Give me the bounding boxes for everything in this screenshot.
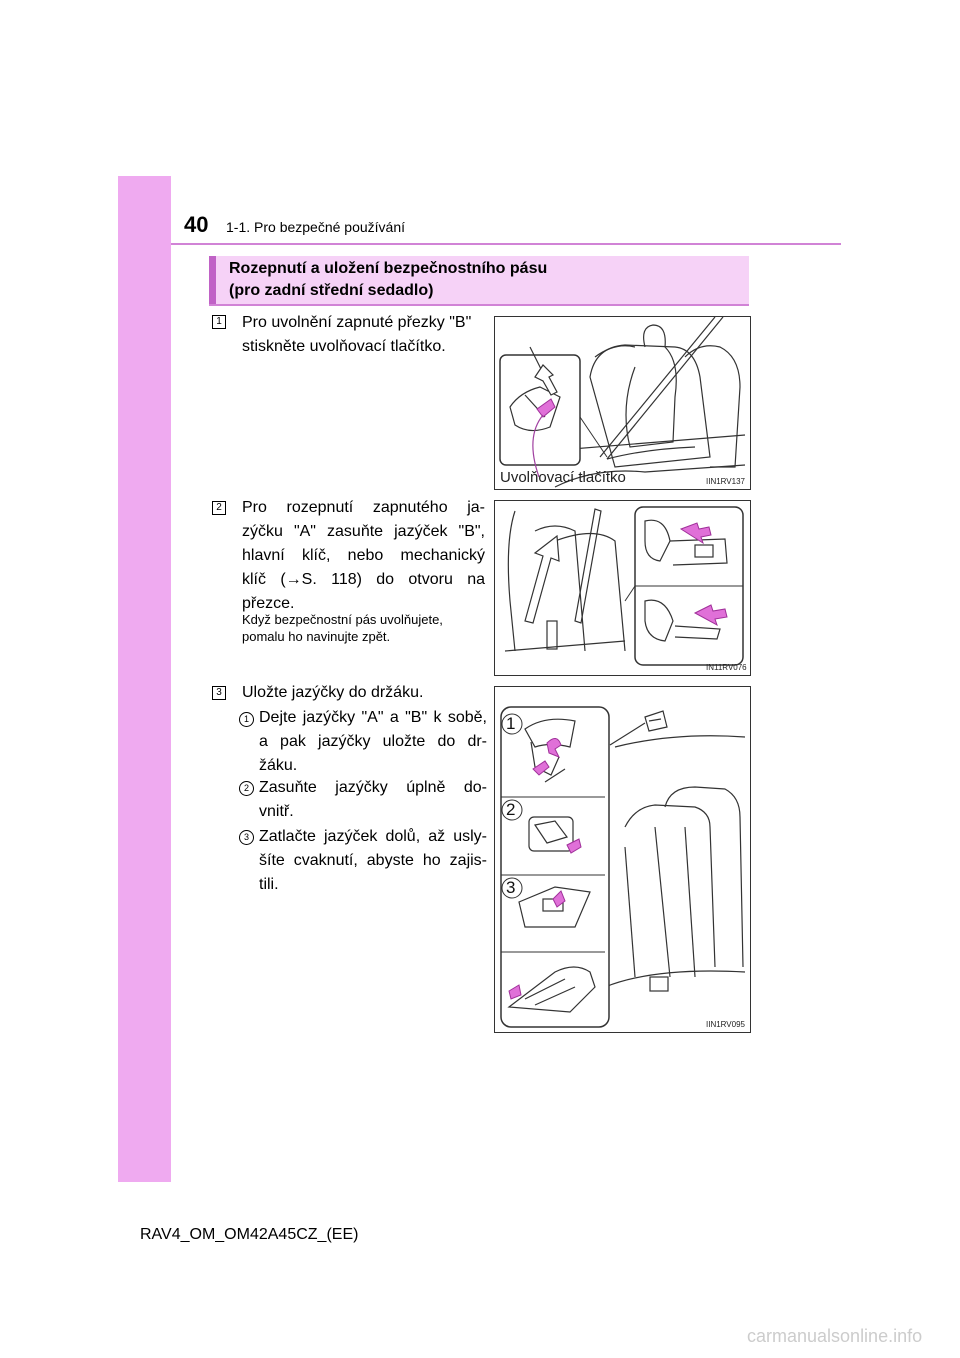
figure-code: IN11RV076 bbox=[706, 663, 747, 672]
substep-1-line: žáku. bbox=[259, 757, 298, 774]
step-2-text bbox=[242, 496, 485, 616]
inset-number-2: 2 bbox=[506, 800, 516, 819]
section-heading-line2: (pro zadní střední sedadlo) bbox=[229, 282, 434, 299]
substep-1-line: a pak jazýčky uložte do dr- bbox=[259, 733, 487, 750]
step-2-note bbox=[242, 611, 487, 645]
page-number: 40 bbox=[184, 212, 209, 237]
substep-3-line: tili. bbox=[259, 876, 279, 893]
step-2-line: Pro rozepnutí zapnutého ja- bbox=[242, 499, 485, 516]
figure-code: IIN1RV095 bbox=[706, 1020, 745, 1029]
figure-release-button bbox=[494, 316, 751, 490]
section-heading bbox=[209, 256, 749, 304]
release-button-label: Uvolňovací tlačítko bbox=[500, 469, 626, 486]
substep-3-line: Zatlačte jazýček dolů, až usly- bbox=[259, 828, 487, 845]
step-1-text bbox=[242, 311, 485, 359]
step-3-text: Uložte jazýčky do držáku. bbox=[242, 684, 424, 701]
step-2-line: hlavní klíč, nebo mechanický bbox=[242, 547, 485, 564]
watermark: carmanualsonline.info bbox=[747, 1326, 923, 1346]
substep-3-line: šíte cvaknutí, abyste ho zajis- bbox=[259, 852, 487, 869]
step-2-line: klíč (→S. 118) do otvoru na bbox=[242, 571, 485, 588]
substep-1-line: Dejte jazýčky "A" a "B" k sobě, bbox=[259, 709, 487, 726]
substep-number-2: 2 bbox=[239, 781, 254, 796]
inset-number-3: 3 bbox=[506, 878, 516, 897]
substep-2-line: vnitř. bbox=[259, 803, 294, 820]
step-badge-3: 3 bbox=[212, 686, 226, 700]
substep-1-text bbox=[259, 706, 487, 778]
step-badge-2: 2 bbox=[212, 501, 226, 515]
step-1-line: stiskněte uvolňovací tlačítko. bbox=[242, 338, 446, 355]
step-2-line: zýčku "A" zasuňte jazýček "B", bbox=[242, 523, 485, 540]
up-arrow bbox=[525, 536, 559, 623]
step-2-note-line: pomalu ho navinujte zpět. bbox=[242, 629, 391, 644]
buckle-key-illustration bbox=[495, 501, 750, 675]
side-tab-bar bbox=[118, 176, 171, 1182]
step-2-note-line: Když bezpečnostní pás uvolňujete, bbox=[242, 612, 443, 627]
substep-2-text bbox=[259, 776, 487, 824]
inset-number-1: 1 bbox=[506, 714, 516, 733]
section-heading-line1: Rozepnutí a uložení bezpečnostního pásu bbox=[229, 260, 548, 277]
figure-stow-tongues bbox=[494, 686, 751, 1033]
document-footer: RAV4_OM_OM42A45CZ_(EE) bbox=[140, 1226, 359, 1243]
heading-divider bbox=[209, 304, 749, 306]
substep-number-1: 1 bbox=[239, 712, 254, 727]
figure-code: IIN1RV137 bbox=[706, 477, 745, 486]
rear-seat-buckle-illustration bbox=[495, 317, 750, 489]
step-badge-1: 1 bbox=[212, 315, 226, 329]
figure-unbuckle-key bbox=[494, 500, 751, 676]
step-2-line: přezce. bbox=[242, 595, 295, 612]
substep-number-3: 3 bbox=[239, 830, 254, 845]
step-1-line: Pro uvolnění zapnuté přezky "B" bbox=[242, 314, 472, 331]
section-title: 1-1. Pro bezpečné používání bbox=[226, 219, 406, 235]
substep-3-text bbox=[259, 825, 487, 897]
substep-2-line: Zasuňte jazýčky úplně do- bbox=[259, 779, 487, 796]
stow-tongue-illustration bbox=[495, 687, 750, 1032]
header-divider bbox=[171, 243, 841, 245]
